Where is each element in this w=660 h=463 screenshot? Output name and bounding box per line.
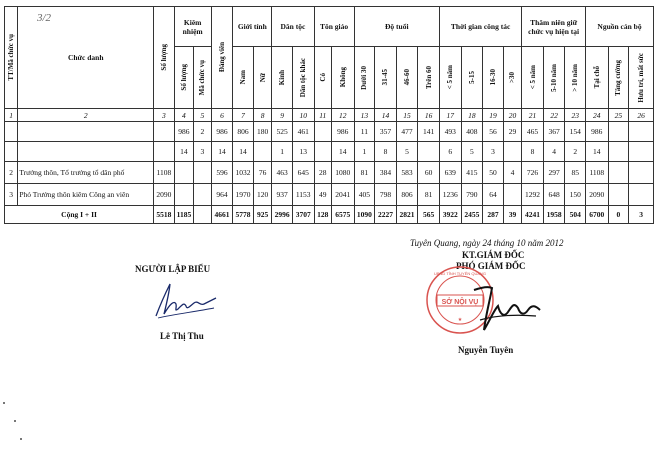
cell: 798	[375, 184, 397, 206]
header-tang-cuong: Tăng cường	[608, 47, 629, 109]
cell: 1292	[522, 184, 544, 206]
cell	[503, 184, 522, 206]
cell: 2090	[154, 184, 175, 206]
cell: 8	[522, 142, 544, 162]
cell: 14	[233, 142, 254, 162]
cell: 5	[461, 142, 483, 162]
header-tham-nien: Thâm niên giữ chức vụ hiện tại	[522, 7, 586, 47]
right-signer-name: Nguyễn Tuyên	[458, 345, 514, 355]
colnum: 13	[354, 109, 375, 122]
header-16-30: 16-30	[483, 47, 504, 109]
cell: 50	[483, 162, 504, 184]
cell: 493	[439, 122, 461, 142]
header-5-15: 5-15	[461, 47, 483, 109]
cell: 1108	[586, 162, 609, 184]
colnum: 1	[5, 109, 18, 122]
cell: 645	[292, 162, 314, 184]
colnum: 7	[233, 109, 254, 122]
total-cell: 5778	[233, 206, 254, 224]
cell: 525	[272, 122, 293, 142]
cell	[629, 184, 654, 206]
colnum: 24	[586, 109, 609, 122]
left-signer-name: Lê Thị Thu	[160, 331, 204, 341]
colnum: 14	[375, 109, 397, 122]
total-cell: 3707	[292, 206, 314, 224]
colnum: 23	[565, 109, 586, 122]
cell: 14	[174, 142, 194, 162]
colnum: 9	[272, 109, 293, 122]
cell: 6	[439, 142, 461, 162]
header-gioi-tinh: Giới tính	[233, 7, 272, 47]
header-ton-giao: Tôn giáo	[314, 7, 354, 47]
colnum: 17	[439, 109, 461, 122]
cell	[314, 122, 331, 142]
total-cell: 6700	[586, 206, 609, 224]
svg-text:★: ★	[457, 317, 463, 323]
row-tt: 2	[5, 162, 18, 184]
scan-dot	[3, 402, 5, 404]
left-signer-title: NGƯỜI LẬP BIỂU	[135, 264, 211, 274]
header-dt-khac: Dân tộc khác	[292, 47, 314, 109]
cell: 477	[396, 122, 418, 142]
cell	[194, 162, 211, 184]
header-gt30: >30	[503, 47, 522, 109]
cell: 60	[418, 162, 440, 184]
cell: 986	[586, 122, 609, 142]
cell: 2041	[331, 184, 354, 206]
cell: 1032	[233, 162, 254, 184]
cell: 583	[396, 162, 418, 184]
total-cell: 2821	[396, 206, 418, 224]
right-signer-title-2: PHÓ GIÁM ĐỐC	[456, 261, 526, 271]
total-cell: 504	[565, 206, 586, 224]
cell	[608, 162, 629, 184]
total-cell: 4241	[522, 206, 544, 224]
header-tt: TT/Mã chức vụ	[5, 7, 18, 109]
cell: 3	[483, 142, 504, 162]
cell: 384	[375, 162, 397, 184]
cell: 56	[483, 122, 504, 142]
total-cell: 2996	[272, 206, 293, 224]
header-tn-lt5: < 5 năm	[522, 47, 544, 109]
cell	[608, 142, 629, 162]
cell: 937	[272, 184, 293, 206]
cell: 1970	[233, 184, 254, 206]
cell: 1	[272, 142, 293, 162]
cell: 8	[375, 142, 397, 162]
cell: 85	[565, 162, 586, 184]
header-kiem-nhiem: Kiêm nhiệm	[174, 7, 211, 47]
header-tai-cho: Tại chỗ	[586, 47, 609, 109]
total-cell: 3922	[439, 206, 461, 224]
header-lt5: < 5 năm	[439, 47, 461, 109]
stamp-scribble: 3/2	[37, 12, 52, 24]
table-row	[5, 142, 654, 162]
colnum: 6	[211, 109, 233, 122]
header-nam: Nam	[233, 47, 254, 109]
total-cell: 128	[314, 206, 331, 224]
header-46-60: 46-60	[396, 47, 418, 109]
scan-dot	[20, 438, 22, 440]
cell: 81	[418, 184, 440, 206]
colnum: 2	[18, 109, 154, 122]
cell: 463	[272, 162, 293, 184]
cell: 964	[211, 184, 233, 206]
colnum: 26	[629, 109, 654, 122]
cell	[629, 142, 654, 162]
total-row	[5, 206, 654, 224]
cell: 76	[253, 162, 272, 184]
cell: 3	[194, 142, 211, 162]
total-cell: 1090	[354, 206, 375, 224]
total-cell: 1958	[543, 206, 565, 224]
cell: 120	[253, 184, 272, 206]
total-cell: 39	[503, 206, 522, 224]
total-cell: 565	[418, 206, 440, 224]
cell: 639	[439, 162, 461, 184]
colnum: 4	[174, 109, 194, 122]
cell: 5	[396, 142, 418, 162]
colnum: 18	[461, 109, 483, 122]
cell: 405	[354, 184, 375, 206]
cell: 14	[211, 142, 233, 162]
total-cell: 0	[608, 206, 629, 224]
row-name: Trưởng thôn, Tổ trưởng tổ dân phố	[18, 162, 154, 184]
cell: 4	[543, 142, 565, 162]
cell	[418, 142, 440, 162]
right-signer-title-1: KT.GIÁM ĐỐC	[462, 250, 525, 260]
colnum: 19	[483, 109, 504, 122]
cell	[314, 142, 331, 162]
right-signature-image	[470, 280, 550, 340]
scan-dot	[14, 420, 16, 422]
colnum: 15	[396, 109, 418, 122]
cell: 2	[565, 142, 586, 162]
svg-text:SỞ NỘI VỤ: SỞ NỘI VỤ	[441, 299, 479, 306]
header-thoi-gian-cong-tac: Thời gian công tác	[439, 7, 521, 47]
cell: 29	[503, 122, 522, 142]
row-tt	[5, 122, 18, 142]
header-kinh: Kinh	[272, 47, 293, 109]
place-date: Tuyên Quang, ngày 24 tháng 10 năm 2012	[410, 238, 564, 248]
row-name	[18, 142, 154, 162]
header-do-tuoi: Độ tuổi	[354, 7, 439, 47]
cell: 408	[461, 122, 483, 142]
total-cell: 6575	[331, 206, 354, 224]
colnum: 16	[418, 109, 440, 122]
colnum: 20	[503, 109, 522, 122]
cell: 367	[543, 122, 565, 142]
cell: 790	[461, 184, 483, 206]
total-cell: 2227	[375, 206, 397, 224]
column-number-row	[5, 109, 654, 122]
colnum: 5	[194, 109, 211, 122]
total-cell: 1185	[174, 206, 194, 224]
colnum: 25	[608, 109, 629, 122]
header-tn-gt10: > 10 năm	[565, 47, 586, 109]
header-31-45: 31-45	[375, 47, 397, 109]
cell: 13	[292, 142, 314, 162]
cell: 1153	[292, 184, 314, 206]
cell: 1	[354, 142, 375, 162]
header-tn-5-10: 5-10 năm	[543, 47, 565, 109]
header-duoi30: Dưới 30	[354, 47, 375, 109]
table-row	[5, 122, 654, 142]
cell	[194, 184, 211, 206]
cell: 596	[211, 162, 233, 184]
cell: 1080	[331, 162, 354, 184]
cell: 81	[354, 162, 375, 184]
cell: 986	[211, 122, 233, 142]
total-cell: 287	[483, 206, 504, 224]
header-huu-tri: Hưu trí, mất sức	[629, 47, 654, 109]
header-nu: Nữ	[253, 47, 272, 109]
colnum: 8	[253, 109, 272, 122]
cell: 806	[396, 184, 418, 206]
cell: 986	[331, 122, 354, 142]
header-dan-toc: Dân tộc	[272, 7, 314, 47]
cell: 986	[174, 122, 194, 142]
header-nguon-can-bo: Nguồn cán bộ	[586, 7, 654, 47]
cell: 465	[522, 122, 544, 142]
cell: 14	[586, 142, 609, 162]
cell: 141	[418, 122, 440, 142]
total-cell: 2455	[461, 206, 483, 224]
total-cell: 3	[629, 206, 654, 224]
header-so-luong: Số lượng	[154, 7, 175, 109]
row-name: Phó Trưởng thôn kiêm Công an viên	[18, 184, 154, 206]
cell: 28	[314, 162, 331, 184]
header-chuc-danh: Chức danh	[18, 7, 154, 109]
header-kn-so-luong: Số lượng	[174, 47, 194, 109]
cell: 648	[543, 184, 565, 206]
cell: 1108	[154, 162, 175, 184]
header-dang-vien: Đảng viên	[211, 7, 233, 109]
cell	[608, 122, 629, 142]
colnum: 10	[292, 109, 314, 122]
svg-text:UBND TỈNH TUYÊN QUANG: UBND TỈNH TUYÊN QUANG	[433, 271, 487, 276]
cell: 49	[314, 184, 331, 206]
cell	[154, 142, 175, 162]
cell	[629, 122, 654, 142]
total-cell: 4661	[211, 206, 233, 224]
colnum: 21	[522, 109, 544, 122]
statistics-table	[4, 6, 654, 224]
left-signature-image	[150, 278, 220, 323]
cell: 357	[375, 122, 397, 142]
cell	[174, 162, 194, 184]
cell: 4	[503, 162, 522, 184]
colnum: 11	[314, 109, 331, 122]
cell	[154, 122, 175, 142]
cell	[608, 184, 629, 206]
cell: 1236	[439, 184, 461, 206]
cell: 2	[194, 122, 211, 142]
row-name	[18, 122, 154, 142]
cell: 180	[253, 122, 272, 142]
cell: 297	[543, 162, 565, 184]
total-cell: 5518	[154, 206, 175, 224]
cell	[253, 142, 272, 162]
cell: 2090	[586, 184, 609, 206]
cell: 154	[565, 122, 586, 142]
total-cell	[194, 206, 211, 224]
table-row	[5, 184, 654, 206]
header-co: Có	[314, 47, 331, 109]
cell: 150	[565, 184, 586, 206]
header-tren60: Trên 60	[418, 47, 440, 109]
total-label: Cộng I + II	[5, 206, 154, 224]
cell: 11	[354, 122, 375, 142]
colnum: 22	[543, 109, 565, 122]
header-kn-ma-chuc-vu: Mã chức vụ	[194, 47, 211, 109]
cell: 806	[233, 122, 254, 142]
cell: 461	[292, 122, 314, 142]
cell	[503, 142, 522, 162]
cell	[174, 184, 194, 206]
cell: 14	[331, 142, 354, 162]
header-khong: Không	[331, 47, 354, 109]
table-row	[5, 162, 654, 184]
cell: 64	[483, 184, 504, 206]
cell	[629, 162, 654, 184]
colnum: 12	[331, 109, 354, 122]
total-cell: 925	[253, 206, 272, 224]
row-tt	[5, 142, 18, 162]
header-row-1	[5, 7, 654, 47]
cell: 726	[522, 162, 544, 184]
row-tt: 3	[5, 184, 18, 206]
colnum: 3	[154, 109, 175, 122]
cell: 415	[461, 162, 483, 184]
